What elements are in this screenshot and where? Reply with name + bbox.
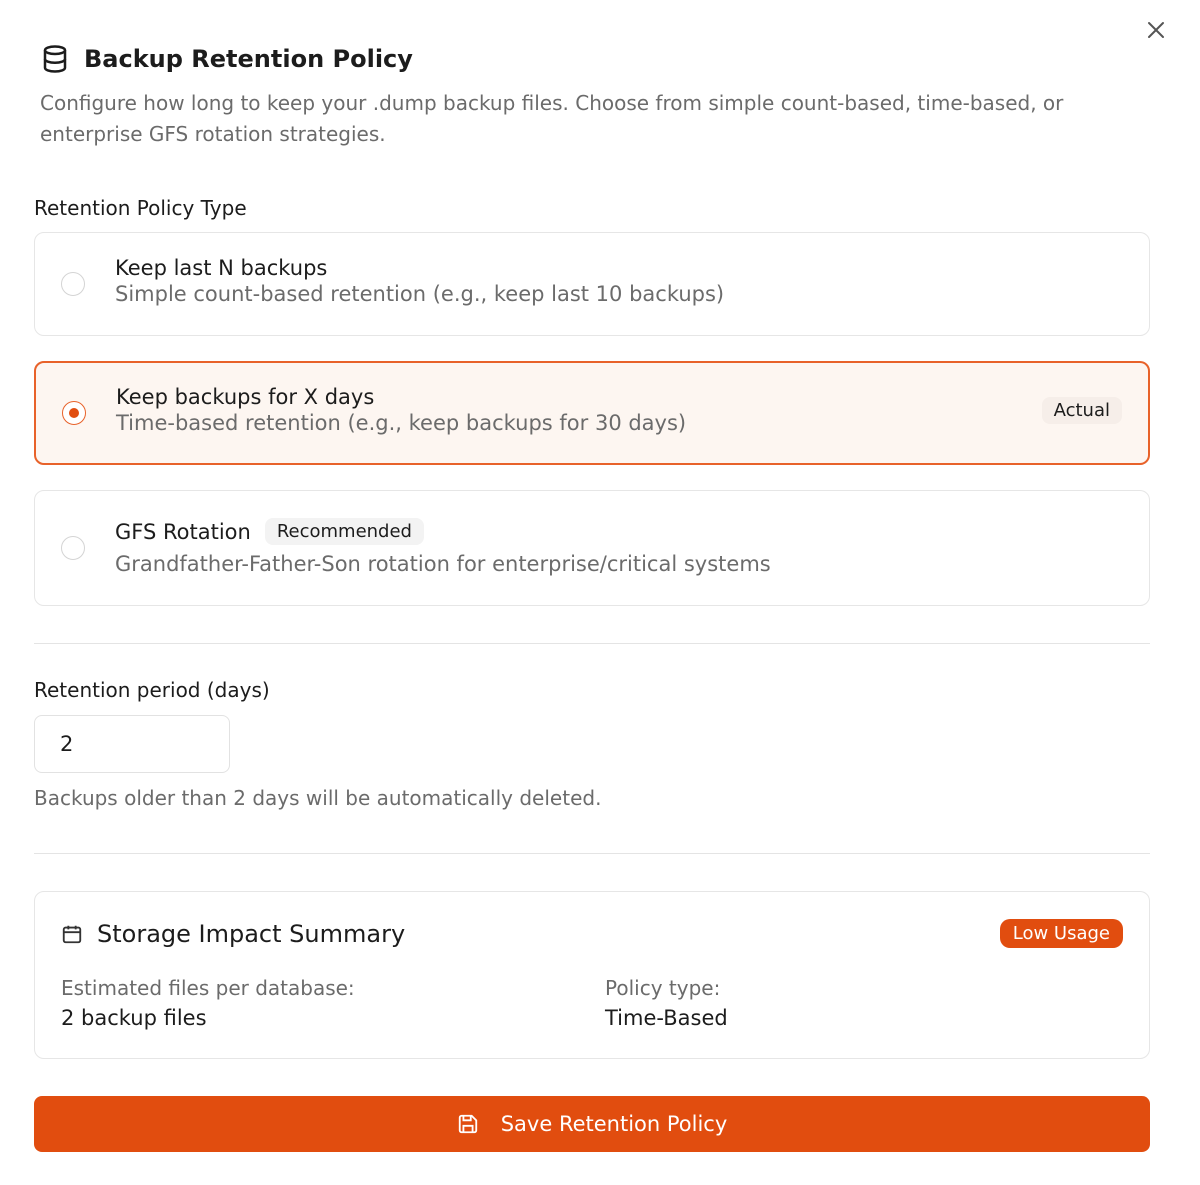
option-title: Keep last N backups — [115, 256, 328, 280]
retention-period-label: Retention period (days) — [34, 678, 270, 702]
retention-helper-text: Backups older than 2 days will be automatically deleted. — [34, 786, 602, 810]
low-usage-badge: Low Usage — [1000, 919, 1123, 948]
option-gfs-rotation[interactable] — [34, 490, 1150, 606]
files-value: 2 backup files — [61, 1006, 207, 1030]
divider — [34, 643, 1150, 644]
policy-type-label: Retention Policy Type — [34, 196, 247, 220]
close-button[interactable] — [1144, 18, 1168, 42]
dialog-title: Backup Retention Policy — [84, 45, 413, 73]
actual-badge: Actual — [1042, 397, 1122, 424]
option-title-row — [115, 518, 424, 545]
option-subtitle: Grandfather-Father-Son rotation for enterprise/critical systems — [115, 552, 771, 576]
option-title: Keep backups for X days — [116, 385, 375, 409]
option-title: GFS Rotation — [115, 519, 251, 544]
option-subtitle: Time-based retention (e.g., keep backups for 30 days) — [116, 411, 687, 435]
save-button-label: Save Retention Policy — [500, 1112, 728, 1136]
save-icon — [457, 1113, 479, 1135]
radio-gfs-rotation[interactable] — [61, 536, 85, 560]
dialog-header — [40, 44, 413, 74]
option-keep-last-n[interactable] — [34, 232, 1150, 336]
database-icon — [40, 44, 70, 74]
dialog-description: Configure how long to keep your .dump backup files. Choose from simple count-based, time-based, or enterprise GFS rotation strategies. — [40, 91, 1064, 146]
option-keep-x-days[interactable] — [34, 361, 1150, 465]
summary-title: Storage Impact Summary — [97, 920, 406, 948]
close-icon — [1147, 21, 1165, 39]
divider — [34, 853, 1150, 854]
retention-days-input[interactable] — [34, 715, 230, 773]
option-subtitle: Simple count-based retention (e.g., keep last 10 backups) — [115, 282, 725, 306]
save-retention-policy-button[interactable] — [34, 1096, 1150, 1152]
radio-keep-x-days[interactable] — [62, 401, 86, 425]
recommended-badge: Recommended — [265, 518, 424, 545]
files-label: Estimated files per database: — [61, 976, 355, 1000]
summary-header — [61, 920, 405, 948]
calendar-icon — [61, 923, 83, 945]
policy-type-summary-value: Time-Based — [605, 1006, 728, 1030]
policy-type-summary-label: Policy type: — [605, 976, 721, 1000]
radio-keep-last-n[interactable] — [61, 272, 85, 296]
storage-impact-summary — [34, 891, 1150, 1059]
